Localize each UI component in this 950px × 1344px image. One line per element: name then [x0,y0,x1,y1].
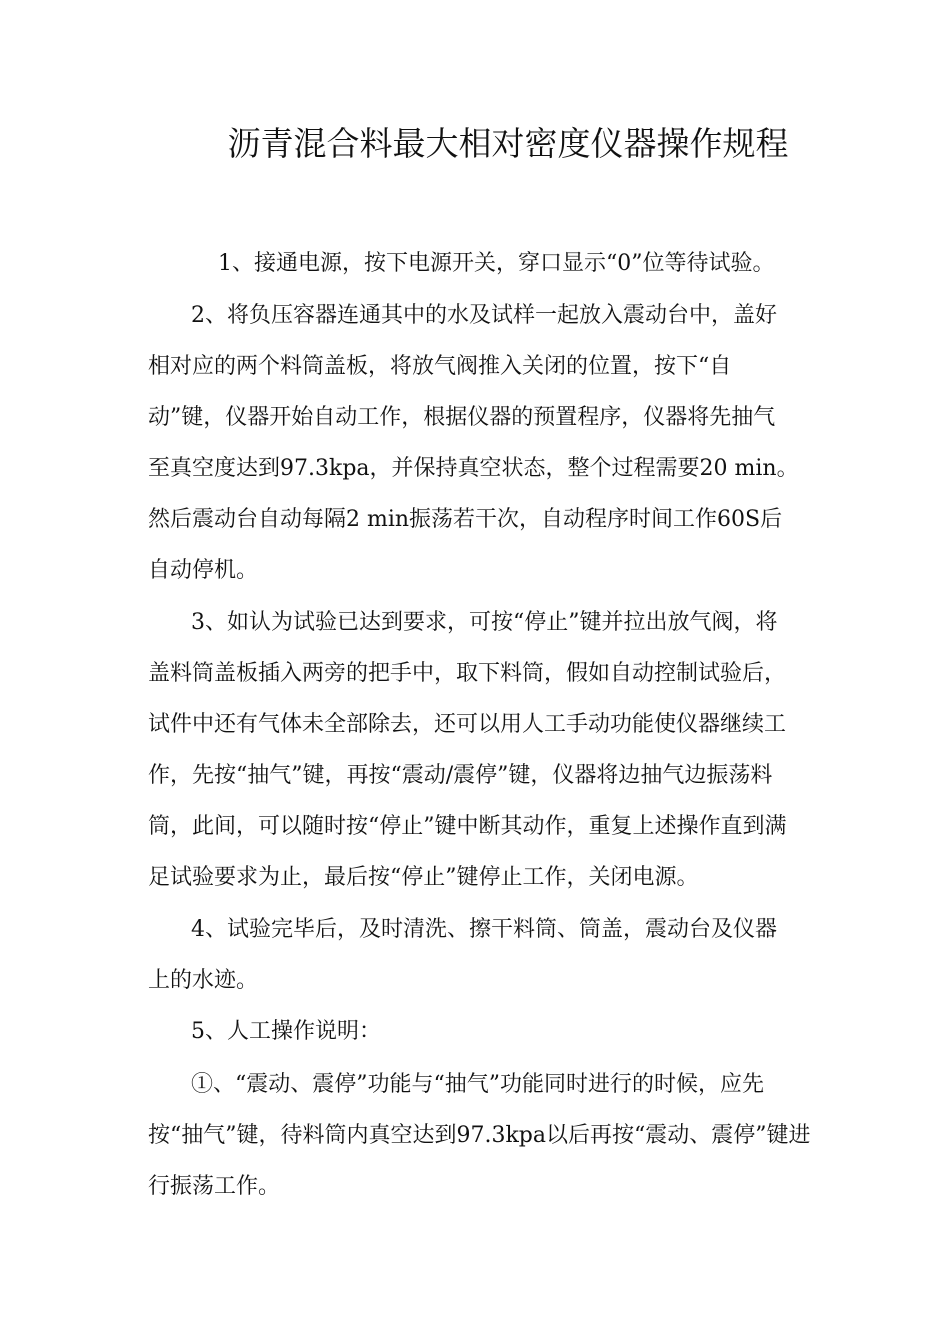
paragraph-2-line-2: 相对应的两个料筒盖板，将放气阀推入关闭的位置，按下“自 [148,354,732,379]
paragraph-3-line-6: 足试验要求为止，最后按“停止”键停止工作，关闭电源。 [148,865,699,890]
paragraph-1-line-1: 1、接通电源，按下电源开关，穿口显示“0”位等待试验。 [218,251,775,276]
paragraph-6-line-1: ①、“震动、震停”功能与“抽气”功能同时进行的时候，应先 [191,1072,764,1097]
paragraph-4-line-1: 4、试验完毕后，及时清洗、擦干料筒、筒盖，震动台及仪器 [191,917,777,942]
paragraph-3-line-4: 作，先按“抽气”键，再按“震动/震停”键，仪器将边抽气边振荡料 [148,763,773,788]
paragraph-6-line-3: 行振荡工作。 [148,1174,281,1199]
paragraph-2-line-5: 然后震动台自动每隔2 min振荡若干次，自动程序时间工作60S后 [148,507,783,532]
paragraph-3-line-2: 盖料筒盖板插入两旁的把手中，取下料筒，假如自动控制试验后， [148,661,787,686]
paragraph-2-line-6: 自动停机。 [148,558,259,583]
paragraph-6-line-2: 按“抽气”键，待料筒内真空达到97.3kpa以后再按“震动、震停”键进 [148,1123,811,1148]
document-title: 沥青混合料最大相对密度仪器操作规程 [227,124,789,163]
paragraph-3-line-3: 试件中还有气体未全部除去，还可以用人工手动功能使仪器继续工 [148,712,787,737]
paragraph-5-line-1: 5、人工操作说明： [191,1019,381,1044]
paragraph-3-line-5: 筒，此间，可以随时按“停止”键中断其动作，重复上述操作直到满 [148,814,787,839]
paragraph-2-line-4: 至真空度达到97.3kpa，并保持真空状态，整个过程需要20 min。 [148,456,799,481]
paragraph-2-line-3: 动”键，仪器开始自动工作，根据仪器的预置程序，仪器将先抽气 [148,405,776,430]
paragraph-4-line-2: 上的水迹。 [148,968,259,993]
paragraph-3-line-1: 3、如认为试验已达到要求，可按“停止”键并拉出放气阀，将 [191,610,778,635]
paragraph-2-line-1: 2、将负压容器连通其中的水及试样一起放入震动台中，盖好 [191,303,777,328]
